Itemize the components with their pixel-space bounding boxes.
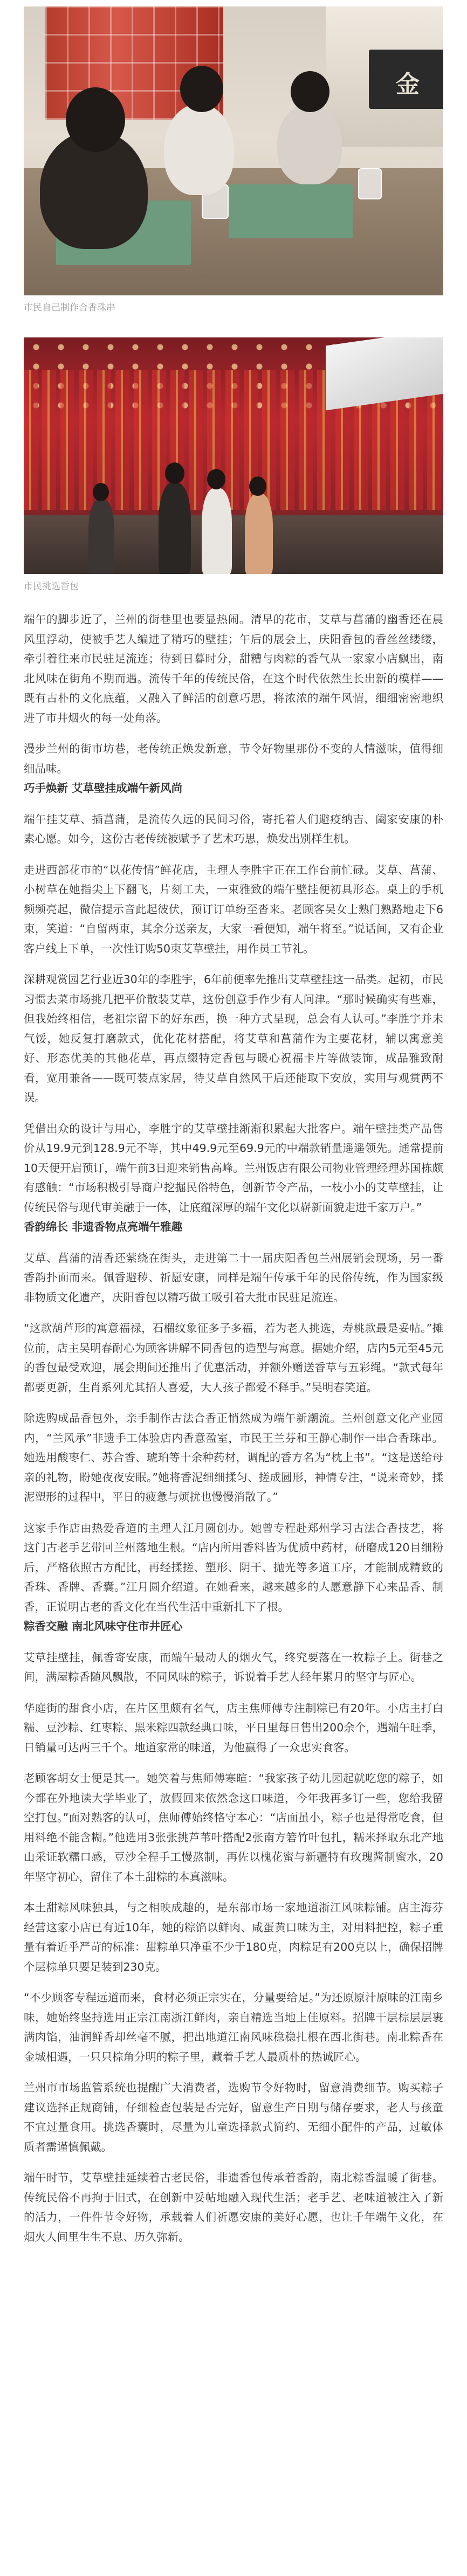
person-head — [66, 87, 125, 152]
paragraph: 除选购成品香包外，亲手制作古法合香正悄然成为端午新潮流。兰州创意文化产业园内，“兰风承”非遗手工体验店内香意盈室，市民王兰芬和王静心制作一串合香珠串。她选用酸枣仁、苏合香、琥珀等十余种药材，调配的香方名为“枕上书”。“这是送给母亲的礼物，盼她夜夜安眠。”她将香泥细细揉匀、搓成圆形，神情专注，“说来奇妙，揉泥塑形的过程中，平日的疲惫与烦扰也慢慢消散了。” — [24, 1412, 443, 1503]
person-head — [291, 71, 329, 112]
person-silhouette — [277, 103, 342, 184]
paragraph: 走进西部花市的“以花传情”鲜花店，主理人李胜宇正在工作台前忙碌。艾草、菖蒲、小树草在她指尖上下翻飞，片刻工夫，一束雅致的端午壁挂便初具形态。桌上的手机频频亮起，微信提示音此起彼伏，预订订单纷至沓来。老顾客吴女士熟门熟路地走下6束，笑道：“自留两束，其余分送亲友，大家一看便知，端午将至。”说话间，又有企业客户线上下单，一次性订购50束艾草壁挂，用作员工节礼。 — [24, 863, 443, 955]
paragraph: 深耕观赏园艺行业近30年的李胜宇，6年前便率先推出艾草壁挂这一品类。起初，市民习惯去菜市场挑几把平价散装艾草，这份创意手作少有人问津。“那时候确实有些难，但我始终相信，老祖宗留下的好东西，换一种方式呈现，总会有人认可。”李胜宇并未气馁，她反复打磨款式，优化花材搭配，将艾草和菖蒲作为主要花材，辅以寓意美好、形态优美的其他花草，再点缀特定香包与暖心祝福卡片等做装饰，成品雅致耐看，宽用兼备——既可装点家居，待艾草自然风干后还能取下安放，实用与观赏两不误。 — [24, 973, 443, 1104]
person-silhouette — [202, 488, 232, 574]
person-head — [93, 483, 109, 501]
shop-sign-text: 金 — [396, 71, 420, 98]
section-heading: 粽香交融 南北风味守住市井匠心 — [24, 1620, 183, 1633]
paragraph: 艾草挂壁挂，佩香寄安康，而端午最动人的烟火气，终究要落在一枚粽子上。街巷之间，满屋粽香随风飘散，不同风味的粽子，诉说着手艺人经年累月的坚守与匠心。 — [24, 1650, 443, 1683]
photo-sachet-market[interactable] — [24, 337, 443, 574]
person-head — [180, 66, 223, 112]
section-heading: 巧手焕新 艾草壁挂成端午新风尚 — [24, 782, 183, 795]
person-head — [249, 476, 266, 496]
paragraph: 这家手作店由热爱香道的主理人江月圆创办。她曾专程赴郑州学习古法合香技艺，将这门古老手艺带回兰州落地生根。“店内所用香料皆为优质中药材，研磨成120目细粉后，严格依照古方配比，再经揉搓、塑形、阴干、抛光等多道工序，才能制成精致的香珠、香牌、香囊。”江月圆介绍道。在她看来，越来越多的人愿意静下心来品香、制香，正说明古老的香文化在当代生活中重新扎下了根。 — [24, 1521, 443, 1613]
paragraph: “这款葫芦形的寓意福禄，石榴纹象征多子多福，若为老人挑选，寿桃款最是妥帖。”摊位前，店主吴明春耐心为顾客讲解不同香包的造型与寓意。据她介绍，店内5元至45元的香包最受欢迎，展会期间还推出了优惠活动，并额外赠送香草与五彩绳。“款式每年都要更新，生肖系列尤其招人喜爱，大人孩子都爱不释手。”吴明春笑道。 — [24, 1322, 443, 1394]
paragraph: 端午时节，艾草壁挂延续着古老民俗，非遗香包传承着香韵，南北粽香温暖了街巷。传统民俗不再拘于旧式，在创新中妥帖地融入现代生活；老手艺、老味道被注入了新的活力，一件件节令好物，承载着人们祈愿安康的美好心愿，也让千年端午文化，在烟火人间里生生不息、历久弥新。 — [24, 2171, 443, 2243]
article-body — [24, 610, 443, 2247]
paragraph: 艾草、菖蒲的清香还萦绕在街头，走进第二十一届庆阳香包兰州展销会现场，另一番香韵扑面而来。佩香避秽、祈愿安康，同样是端午传承千年的民俗传统，作为国家级非物质文化遗产，庆阳香包以精巧做工吸引着大批市民驻足流连。 — [24, 1251, 443, 1304]
section-heading: 香韵绵长 非遗香物点亮端午雅趣 — [24, 1220, 183, 1233]
glass-jar — [358, 168, 382, 199]
person-silhouette — [164, 103, 234, 195]
ground — [24, 515, 443, 574]
paragraph: 端午的脚步近了，兰州的街巷里也要显热闹。清早的花市，艾草与菖蒲的幽香还在晨风里浮动，使被手艺人编进了精巧的壁挂；午后的展会上，庆阳香包的香丝丝缕缕，牵引着往来市民驻足流连；待到日暮时分，甜糟与肉粽的香气从一家家小店飘出，南北风味在街角不期而遇。流传千年的传统民俗，在这个时代依然生长出新的模样——既有古朴的文化底蕴，又融入了鲜活的创意巧思，将浓浓的端午风情，细细密密地织进了市井烟火的每一处角落。 — [24, 613, 443, 724]
paragraph: 凭借出众的设计与用心，李胜宇的艾草壁挂渐渐积累起大批客户。端午壁挂类产品售价从19.9元到128.9元不等，其中49.9元至69.9元的中端款销量遥遥领先。通常提前10天便开启预订，端午前3日迎来销售高峰。兰州饭店有限公司物业管理经理苏国栋颇有感触：“市场积极引导商户挖掘民俗特色，创新节令产品，一枝小小的艾草壁挂，让传统民俗与现代审美融于一体，让底蕴深厚的端午文化以崭新面貌走进千家万户。” — [24, 1122, 443, 1214]
paragraph: 端午挂艾草、插菖蒲，是流传久远的民间习俗，寄托着人们避疫纳吉、阖家安康的朴素心愿。如今，这份古老传统被赋予了艺术巧思，焕发出别样生机。 — [24, 812, 443, 845]
paragraph: 漫步兰州的街市坊巷，老传统正焕发新意，节令好物里那份不变的人情滋味，值得细细品味。 — [24, 742, 443, 775]
paragraph: 兰州市市场监管系统也提醒广大消费者，选购节令好物时，留意消费细节。购买粽子建议选择正规商铺，仔细检查包装是否完好，留意生产日期与储存要求，老人与孩童不宜过量食用。挑选香囊时，尽量为儿童选择款式简约、无细小配件的产品，过敏体质者需谨慎佩戴。 — [24, 2081, 443, 2153]
person-silhouette — [245, 494, 273, 574]
work-mat — [229, 184, 353, 238]
paragraph: 华庭街的甜食小店，在片区里颇有名气，店主焦师傅专注制粽已有20年。小店主打白糯、豆沙粽、红枣粽、黑米粽四款经典口味，平日里每日售出200余个，遇端午旺季，日销量可达两三千个。地道家常的味道，为他赢得了一众忠实食客。 — [24, 1701, 443, 1754]
person-head — [207, 469, 225, 489]
person-silhouette — [159, 483, 191, 574]
photo-incense-making[interactable] — [24, 6, 443, 295]
photo-caption: 市民自己制作合香珠串 — [24, 302, 115, 313]
paragraph: “不少顾客专程远道而来，食材必须正宗实在，分量要给足。”为还原原汁原味的江南乡味，她始终坚持选用正宗江南浙江鲜肉，亲自精选当地上佳原料。招牌干层棕层层裹满肉馅，油润鲜香却丝毫不腻，把出地道江南风味稳稳扎根在西北街巷。南北粽香在金城相遇，一只只棕角分明的粽子里，藏着手艺人最质朴的热诚匠心。 — [24, 1991, 443, 2063]
person-silhouette — [88, 499, 114, 574]
paragraph: 老顾客胡女士便是其一。她笑着与焦师傅寒暄：“我家孩子幼儿园起就吃您的粽子，如今都在外地读大学毕业了，放假回来依然念这口味道，今年我再多订一些，您给我留空打包。”面对熟客的认可，焦师傅始终恪守本心：“店面虽小，粽子也是得常吃食，但用料绝不能含糊。”他选用3张张挑芦苇叶搭配2张南方箬竹叶包扎，糯米择取东北产地山采证软糯口感，豆沙全程手工慢熬制，再佐以槐花蜜与新疆特有玫瑰酱制蜜水，20年坚守初心，留住了本土甜粽的本真滋味。 — [24, 1772, 443, 1883]
person-head — [165, 462, 184, 484]
paragraph: 本土甜粽风味独具，与之相映成趣的，是东部市场一家地道浙江风味粽铺。店主海芬经营这家小店已有近10年，她的粽馅以鲜肉、咸蛋黄口味为主，对用料把控，粽子重量有着近乎严苛的标准：甜粽单只净重不少于180克，肉粽足有200克以上，确保招牌个层棕单只要足装到230克。 — [24, 1901, 443, 1973]
photo-caption: 市民挑选香包 — [24, 581, 79, 592]
